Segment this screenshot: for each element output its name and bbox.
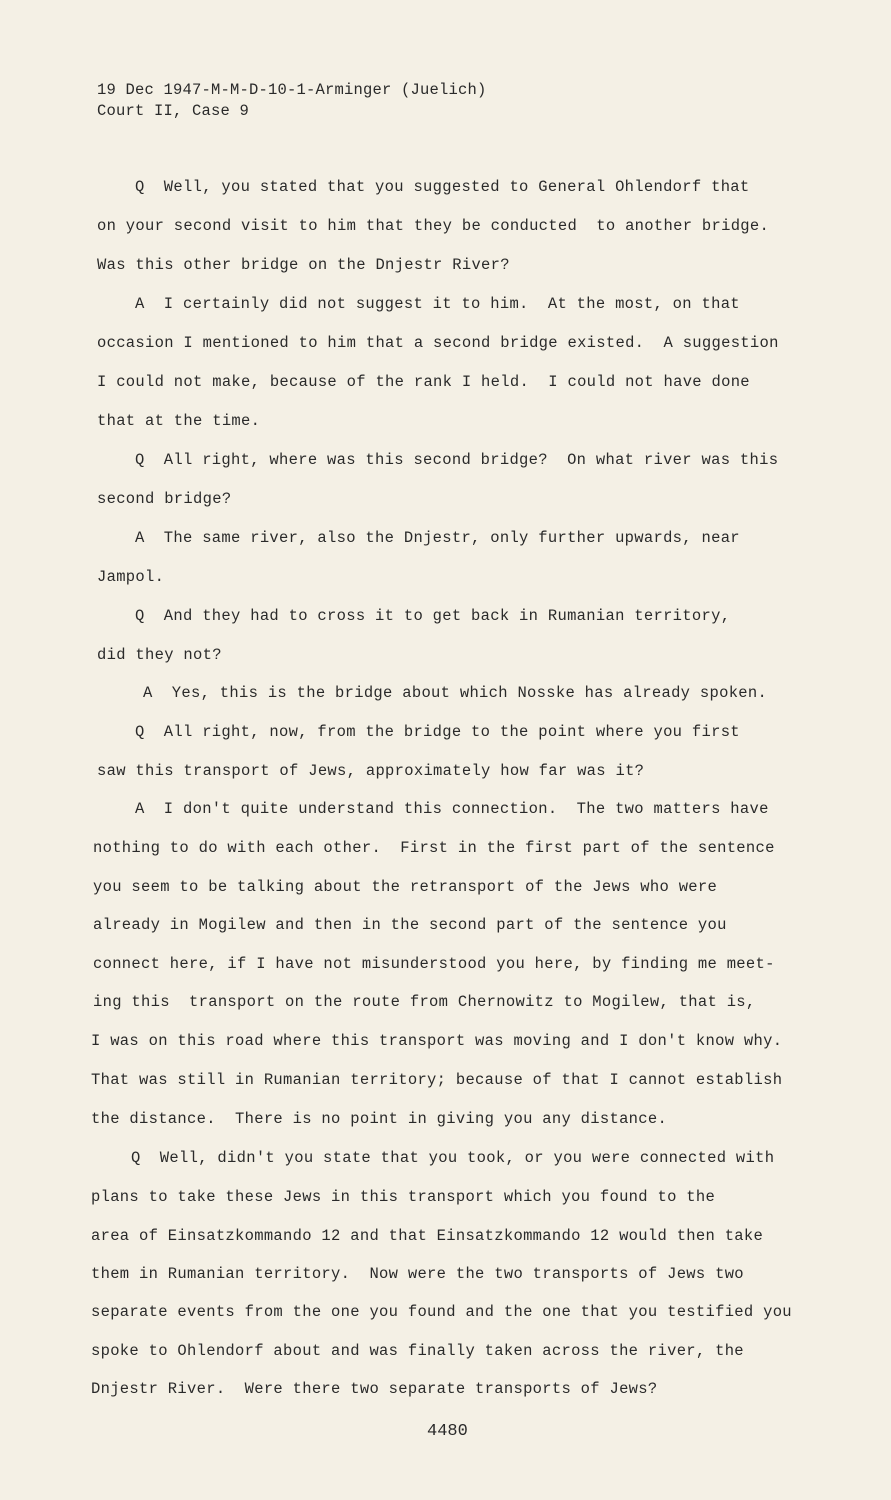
transcript-line: ing this transport on the route from Chernowitz to Mogilew, that is,	[93, 993, 756, 1011]
page-number: 4480	[427, 1422, 468, 1441]
transcript-line: already in Mogilew and then in the second part of the sentence you	[93, 916, 727, 934]
transcript-line: the distance. There is no point in giving you any distance.	[91, 1110, 668, 1128]
transcript-line: Jampol.	[97, 568, 165, 586]
transcript-line: A The same river, also the Dnjestr, only further upwards, near	[135, 529, 740, 547]
transcript-line: Q All right, now, from the bridge to the point where you first	[135, 723, 740, 741]
header-line-date-reference: 19 Dec 1947-M-M-D-10-1-Arminger (Juelich)	[97, 81, 487, 99]
transcript-line: A I don't quite understand this connection. The two matters have	[135, 800, 769, 818]
header-line-court-case: Court II, Case 9	[97, 102, 250, 120]
transcript-line: A I certainly did not suggest it to him. At the most, on that	[135, 295, 740, 313]
transcript-line: That was still in Rumanian territory; because of that I cannot establish	[91, 1071, 783, 1089]
transcript-line: I could not make, because of the rank I held. I could not have done	[97, 373, 750, 391]
transcript-line: nothing to do with each other. First in the first part of the sentence	[93, 839, 775, 857]
transcript-line: plans to take these Jews in this transport which you found to the	[91, 1188, 716, 1206]
transcript-line: I was on this road where this transport was moving and I don't know why.	[91, 1032, 783, 1050]
transcript-line: that at the time.	[97, 412, 261, 430]
transcript-line: them in Rumanian territory. Now were the two transports of Jews two	[91, 1265, 744, 1283]
transcript-line: Q All right, where was this second bridge? On what river was this	[135, 451, 779, 469]
transcript-line: Dnjestr River. Were there two separate transports of Jews?	[91, 1380, 658, 1398]
transcript-line: did they not?	[97, 646, 222, 664]
transcript-line: you seem to be talking about the retransport of the Jews who were	[93, 878, 718, 896]
transcript-line: Q Well, didn't you state that you took, or you were connected with	[131, 1149, 775, 1167]
document-header	[97, 80, 487, 122]
transcript-line: Q Well, you stated that you suggested to General Ohlendorf that	[135, 178, 750, 196]
transcript-line: on your second visit to him that they be conducted to another bridge.	[97, 217, 770, 235]
transcript-line: Was this other bridge on the Dnjestr River?	[97, 256, 510, 274]
transcript-line: separate events from the one you found and the one that you testified you	[91, 1303, 792, 1321]
transcript-line: A Yes, this is the bridge about which Nosske has already spoken.	[143, 684, 768, 702]
transcript-line: area of Einsatzkommando 12 and that Einsatzkommando 12 would then take	[91, 1227, 764, 1245]
transcript-line: Q And they had to cross it to get back in Rumanian territory,	[135, 607, 731, 625]
transcript-line: occasion I mentioned to him that a second bridge existed. A suggestion	[97, 334, 779, 352]
transcript-line: spoke to Ohlendorf about and was finally taken across the river, the	[91, 1342, 744, 1360]
transcript-line: second bridge?	[97, 490, 232, 508]
transcript-line: saw this transport of Jews, approximately how far was it?	[97, 762, 645, 780]
transcript-line: connect here, if I have not misunderstood you here, by finding me meet-	[93, 955, 775, 973]
